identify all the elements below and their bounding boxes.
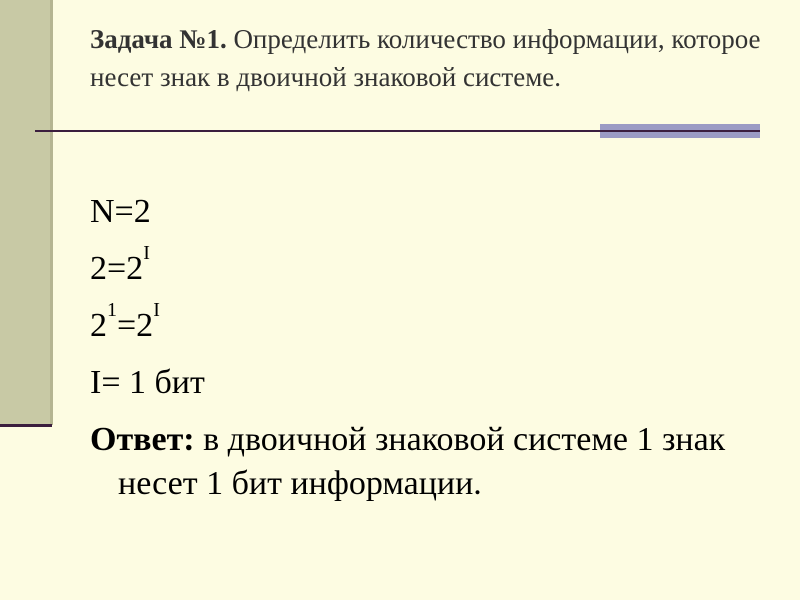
title-label: Задача №1. <box>90 24 227 54</box>
answer-label: Ответ: <box>90 421 195 458</box>
slide-body <box>90 190 770 506</box>
eq3-exponent-2: I <box>153 299 160 321</box>
left-underline <box>0 424 52 427</box>
left-band-edge <box>50 0 53 425</box>
slide-title <box>90 20 780 96</box>
line-n-value <box>90 190 770 247</box>
eq2-base: 2=2 <box>90 250 144 287</box>
n-value-text: N=2 <box>90 193 151 230</box>
eq3-base: 2 <box>90 307 107 344</box>
result-text: I= 1 бит <box>90 364 205 401</box>
line-result <box>90 361 770 418</box>
title-divider-accent <box>600 124 760 138</box>
answer-text: в двоичной знаковой системе 1 знак несет 1 бит информации. <box>118 421 726 502</box>
line-equation-2 <box>90 242 770 304</box>
eq3-exponent-1: 1 <box>107 299 117 321</box>
title-text: Определить количество информации, которое несет знак в двоичной знаковой системе. <box>90 24 761 92</box>
eq2-exponent: I <box>143 242 150 264</box>
title-divider <box>35 130 600 132</box>
eq3-mid: =2 <box>117 307 154 344</box>
answer-paragraph <box>90 418 770 506</box>
line-equation-3 <box>90 299 770 361</box>
left-decorative-band <box>0 0 52 425</box>
